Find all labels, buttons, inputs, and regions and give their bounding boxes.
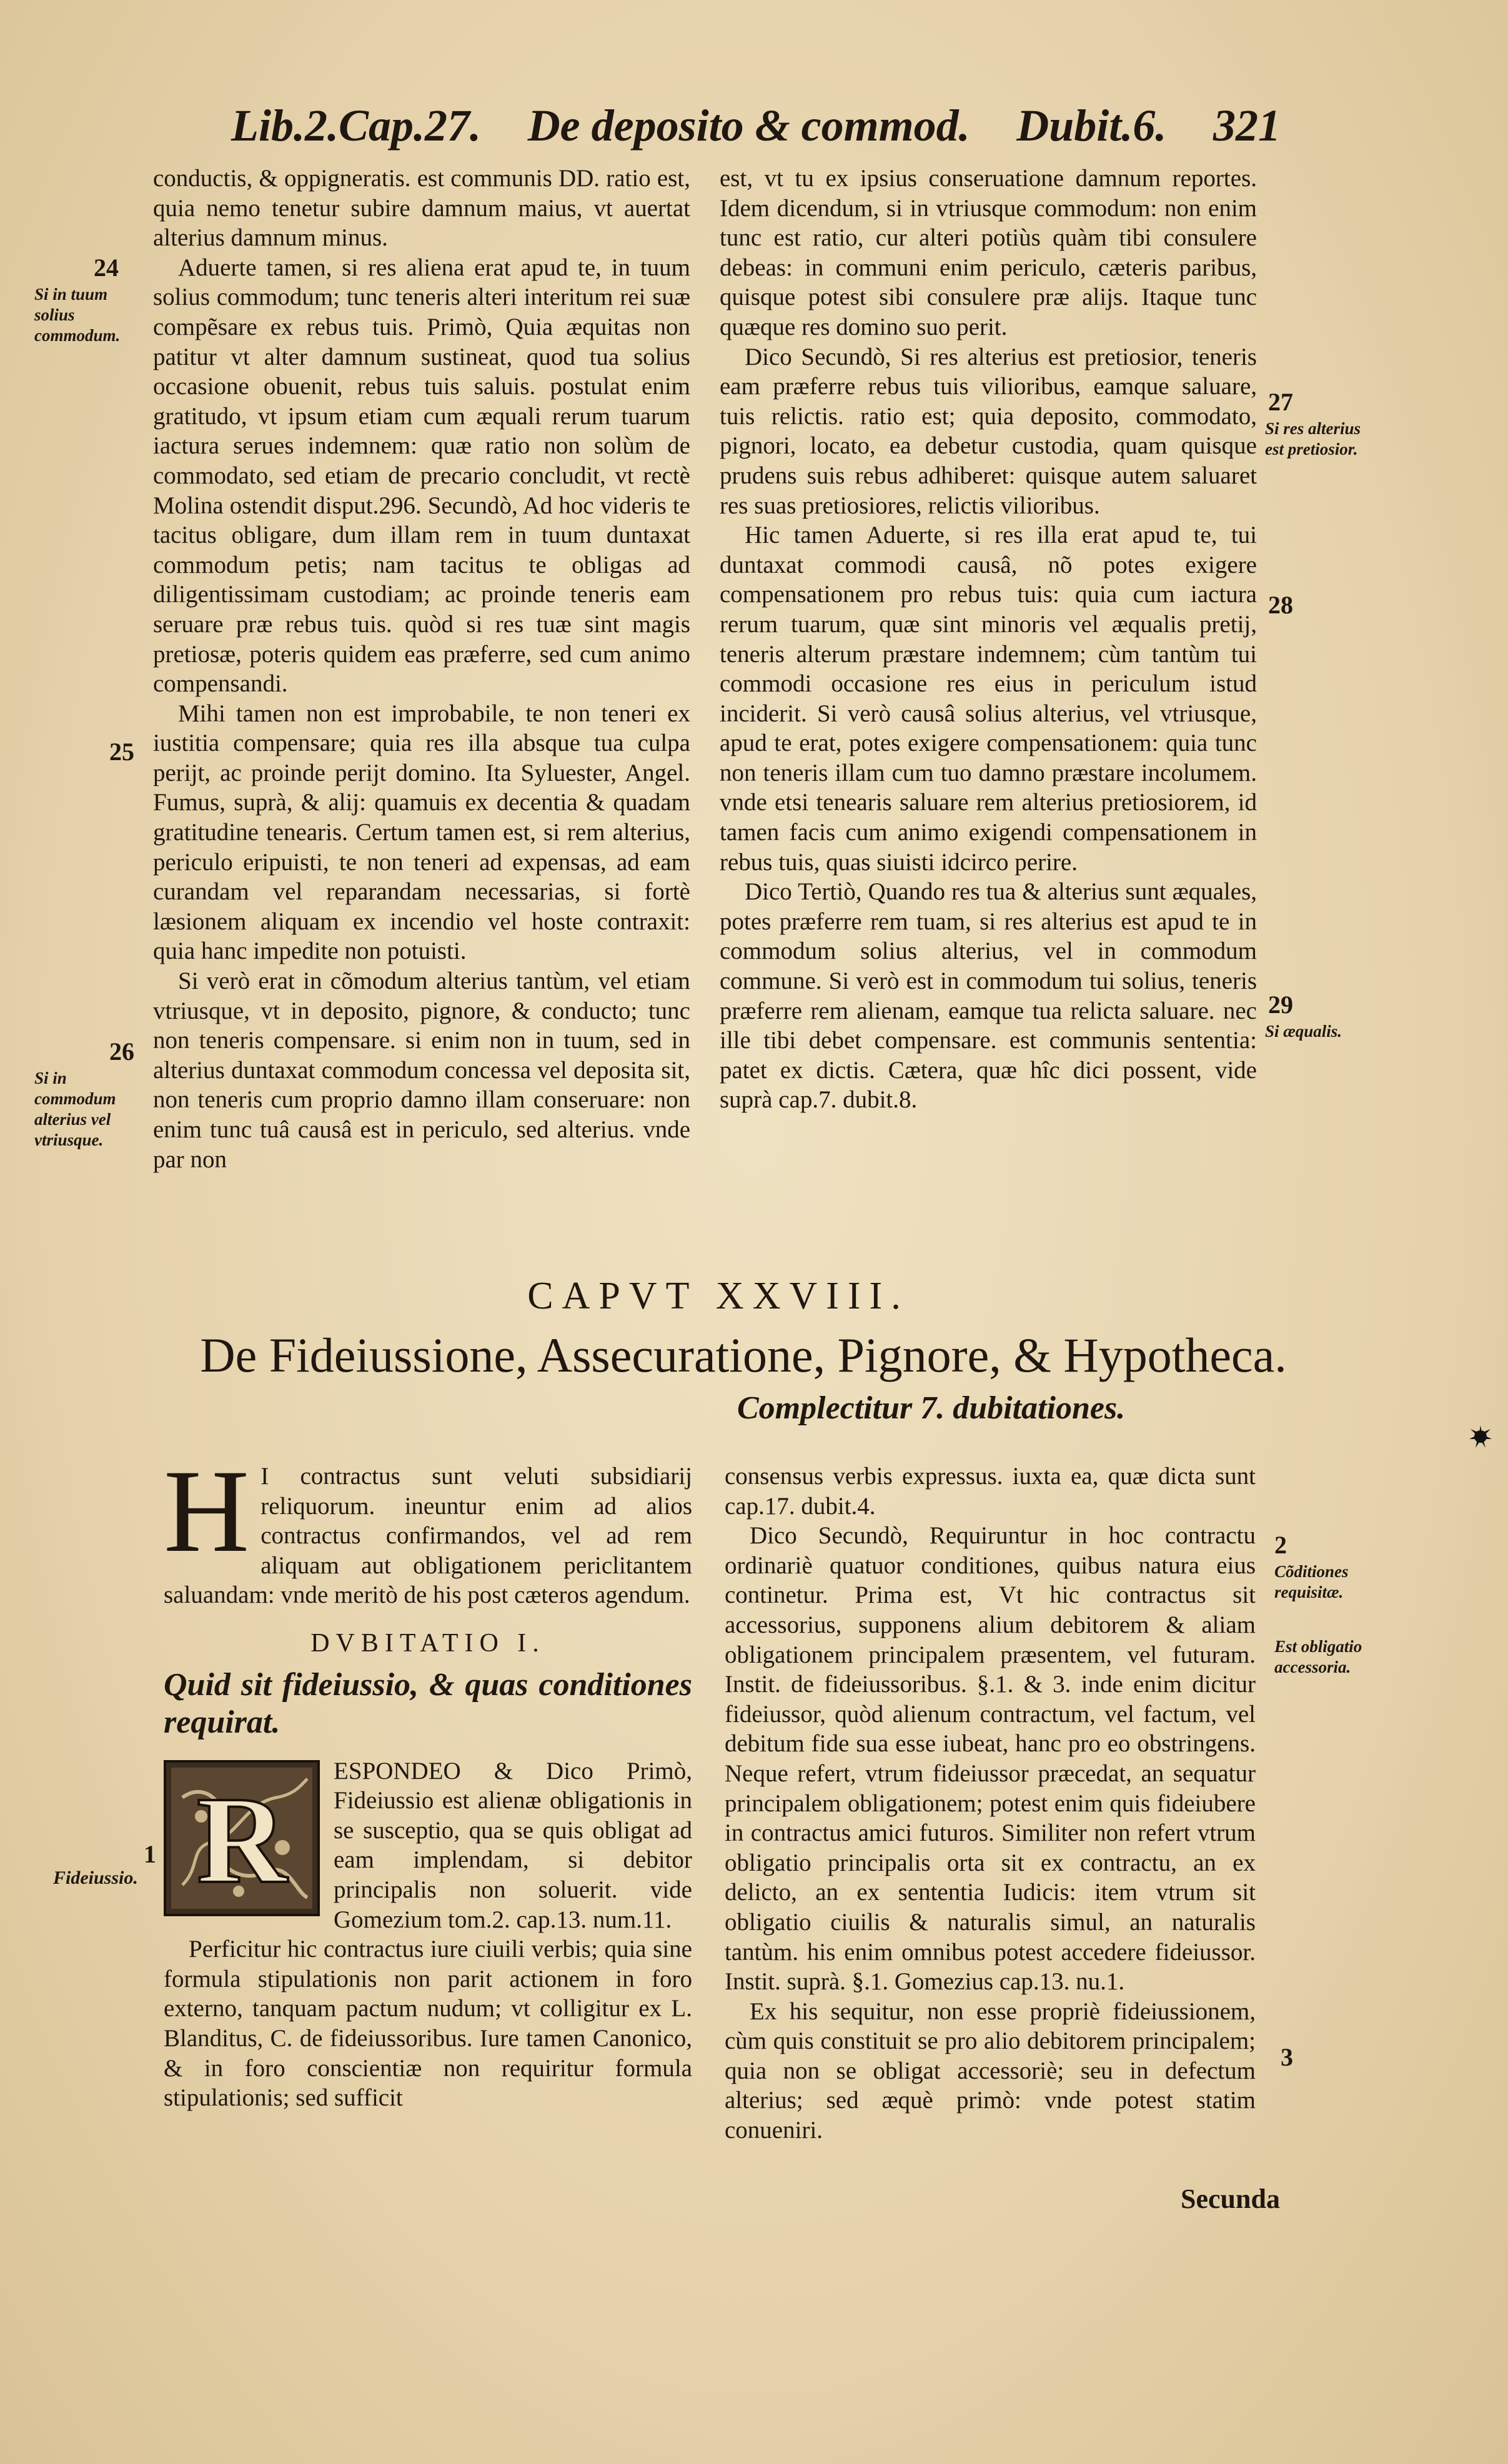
drop-cap-h: H [164, 1446, 250, 1577]
question-heading: Quid sit fideiussio, & quas conditiones requirat. [164, 1666, 692, 1740]
answer-text: ESPONDEO & Dico Primò, Fideiussio est alienæ obligationis in se susceptio, qua se quis obligat ad eam implendam, si debitor principalis non soluerit. vide Gomezium tom.2. cap.13. num.11. [334, 1757, 692, 1933]
ink-blot-icon [1468, 1424, 1493, 1449]
dubit-ref: Dubit.6. [1016, 101, 1167, 151]
catchword: Secunda [1181, 2184, 1280, 2214]
text-column-right-lower [725, 1462, 1256, 2145]
drop-cap-r-letter: R [196, 1771, 287, 1909]
margin-note: Si res alterius est pretiosior. [1265, 419, 1361, 458]
dubitatio-heading: DVBITATIO I. [310, 1628, 545, 1658]
paragraph: consensus verbis expressus. iuxta ea, quæ dicta sunt cap.17. dubit.4. [725, 1463, 1256, 1520]
section-number: 3 [1281, 2043, 1293, 2071]
paragraph: Dico Tertiò, Quando res tua & alterius sunt æquales, potes præferre rem tuam, si res alterius est apud te in commodum solius alterius, vel in commodum commune. Si verò est in commodum tui solius, teneris præferre rem alienam, eamque tua relicta saluare. nec ille tibi debet compensare. est communis sententia: patet ex dictis. Cætera, quæ hîc dici possent, vide suprà cap.7. dubit.8. [720, 878, 1257, 1114]
section-number: 1 [144, 1840, 156, 1868]
chapter-summary: Complectitur 7. dubitationes. [737, 1390, 1126, 1426]
decorated-initial-r-icon [164, 1760, 320, 1916]
paragraph: Perficitur hic contractus iure ciuili verbis; quia sine formula stipulationis non parit actionem in foro externo, tanquam pactum nudum; vt colligitur ex L. Blanditus, C. de fideiussoribus. Iure tamen Canonico, & in foro conscientiæ non requiritur formula stipulationis; sed sufficit [164, 1936, 692, 2112]
intro-paragraph [164, 1446, 692, 1610]
paragraph: Dico Secundò, Requiruntur in hoc contractu ordinariè quatuor conditiones, quibus natura eius continetur. Prima est, Vt hic contractus sit accessorius, supponens alium debitorem & aliam obligationem principalem præsentem, vel futuram. Instit. de fideiussoribus. §.1. & 3. inde enim dicitur fideiussor, quòd alienum contractum, vel factum, vel debitum fide sua esse iubeat, hanc pro eo obstringens. Neque refert, vtrum fideiussor præcedat, an sequatur principalem obligationem; potest enim quis fideiubere in contractus amici futuros. Similiter non refert vtrum obligatio principalis orta sit ex contractu, an ex delicto, an ex sententia Iudicis: item vtrum sit obligatio ciuilis & naturalis simul, an naturalis tantùm. his enim omnibus potest accedere fideiussor. Instit. suprà. §.1. Gomezius cap.13. nu.1. [725, 1522, 1256, 1996]
margin-note: Cõditiones requisitæ. [1274, 1562, 1349, 1601]
paragraph: Hic tamen Aduerte, si res illa erat apud te, tui duntaxat commodi causâ, nõ potes exigere compensationem pro rebus tuis: quia cum iactura rerum tuarum, quæ sint minoris vel æqualis pretij, teneris alterum præstare indemnem; cùm tantùm tui commodi occasione res eius in periculum istud inciderit. Si verò causâ solius alterius, vel vtriusque, apud te erat, potes exigere compensationem: quia tunc non teneris illam cum tuo damno præstare incolumem. vnde etsi tenearis saluare rem alterius pretiosiorem, id tamen facis cum animo exigendi compensationem in rebus tuis, quas siuisti idcirco perire. [720, 522, 1257, 876]
topic-title: De deposito & commod. [527, 101, 970, 151]
margin-note: Si in tuum solius commodum. [34, 285, 121, 345]
section-number: 25 [109, 738, 134, 766]
paragraph: Si verò erat in cõmodum alterius tantùm, vel etiam vtriusque, vt in deposito, pignore, & conducto; tunc non teneris compensare. si enim non in tuum, sed in alterius duntaxat commodum concessa vel deposita sit, non teneris cum proprio damno illam conseruare: non enim tunc tuâ causâ est in periculo, sed alterius. vnde par non [153, 967, 690, 1173]
running-head [231, 100, 1281, 156]
margin-note: Si æqualis. [1265, 1022, 1342, 1041]
book-chapter-ref: Lib.2.Cap.27. [231, 101, 482, 151]
text-column-right-upper [720, 164, 1257, 1115]
text-column-left-lower [164, 1446, 692, 2113]
paragraph: Mihi tamen non est improbabile, te non teneri ex iustitia compensare; quia res illa absque tua culpa perijt, ac proinde perijt domino. Ita Syluester, Angel. Fumus, suprà, & alij: quamuis ex decentia & quadam gratitudine tenearis. Certum tamen est, si rem alterius, periculo eripuisti, te non teneri ad expensas, ad eam curandam vel reparandam necessarias, si fortè læsionem aliquam ex incendio vel hoste contraxit: quia hanc impedite non potuisti. [153, 700, 690, 965]
chapter-subtitle: De Fideiussione, Assecuratione, Pignore, & Hypotheca. [200, 1328, 1287, 1382]
section-number: 2 [1274, 1531, 1287, 1559]
paragraph: Ex his sequitur, non esse propriè fideiussionem, cùm quis constituit se pro alio debitorem principalem; quia non se obligat accessoriè; seu in defectum alterius; sed æquè primò: vnde potest statim conueniri. [725, 1997, 1256, 2144]
paragraph: Aduerte tamen, si res aliena erat apud te, in tuum solius commodum; tunc teneris alteri interitum rei suæ compẽsare ex rebus tuis. Primò, Quia æquitas non patitur vt alter damnum sustineat, quod tua solius occasione obuenit, rebus tuis saluis. postulat enim gratitudo, vt ipsum etiam cum æquali rerum tuarum iactura serues indemnem: quæ ratio non solùm de commodato, sed etiam de precario concludit, vt rectè Molina ostendit disput.296. Secundò, Ad hoc videris te tacitus obligare, dum illam rem in tuum duntaxat commodum petis; nam tacitus te obligas ad diligentissimam custodiam; ac proinde teneris eam seruare præ rebus tuis. quòd si res tuæ sint magis pretiosæ, poteris quidem eas præferre, sed cum animo compensandi. [153, 254, 690, 698]
margin-note: Fideiussio. [53, 1868, 138, 1888]
section-number: 28 [1268, 591, 1293, 619]
section-number: 29 [1268, 991, 1293, 1019]
intro-text: I contractus sunt veluti subsidiarij reliquorum. ineuntur enim ad alios contractus confirmandos, vel ad rem aliquam aut obligationem periclitantem saluandam: vnde meritò de his post cæteros agendum. [164, 1463, 692, 1609]
margin-note: Est obligatio accessoria. [1274, 1637, 1362, 1676]
paragraph: conductis, & oppigneratis. est communis DD. ratio est, quia nemo tenetur subire damnum maius, vt auertat alterius damnum minus. [153, 165, 690, 252]
answer-paragraph [164, 1756, 692, 1935]
section-number: 26 [109, 1037, 134, 1066]
page-number: 321 [1213, 101, 1281, 151]
paragraph: Dico Secundò, Si res alterius est pretiosior, teneris eam præferre rebus tuis vilioribus, eamque saluare, tuis relictis. ratio est; quia deposito, commodato, pignori, locato, ea debetur custodia, quam quisque prudens suis rebus adhiberet: quisque autem saluaret res suas pretiosiores, relictis vilioribus. [720, 343, 1257, 519]
chapter-title: CAPVT XXVIII. [527, 1275, 910, 1317]
section-number: 24 [94, 254, 119, 282]
section-number: 27 [1268, 388, 1293, 416]
text-column-left-upper [153, 164, 690, 1174]
paragraph: est, vt tu ex ipsius conseruatione damnum reportes. Idem dicendum, si in vtriusque commodum: non enim tunc est ratio, cur alteri potiùs quàm tibi consulere debeas: in communi enim periculo, cæteris paribus, quisque potest sibi consulere præ alijs. Itaque tunc quæque res domino suo perit. [720, 165, 1257, 340]
margin-note: Si in commodum alterius vel vtriusque. [34, 1069, 116, 1149]
